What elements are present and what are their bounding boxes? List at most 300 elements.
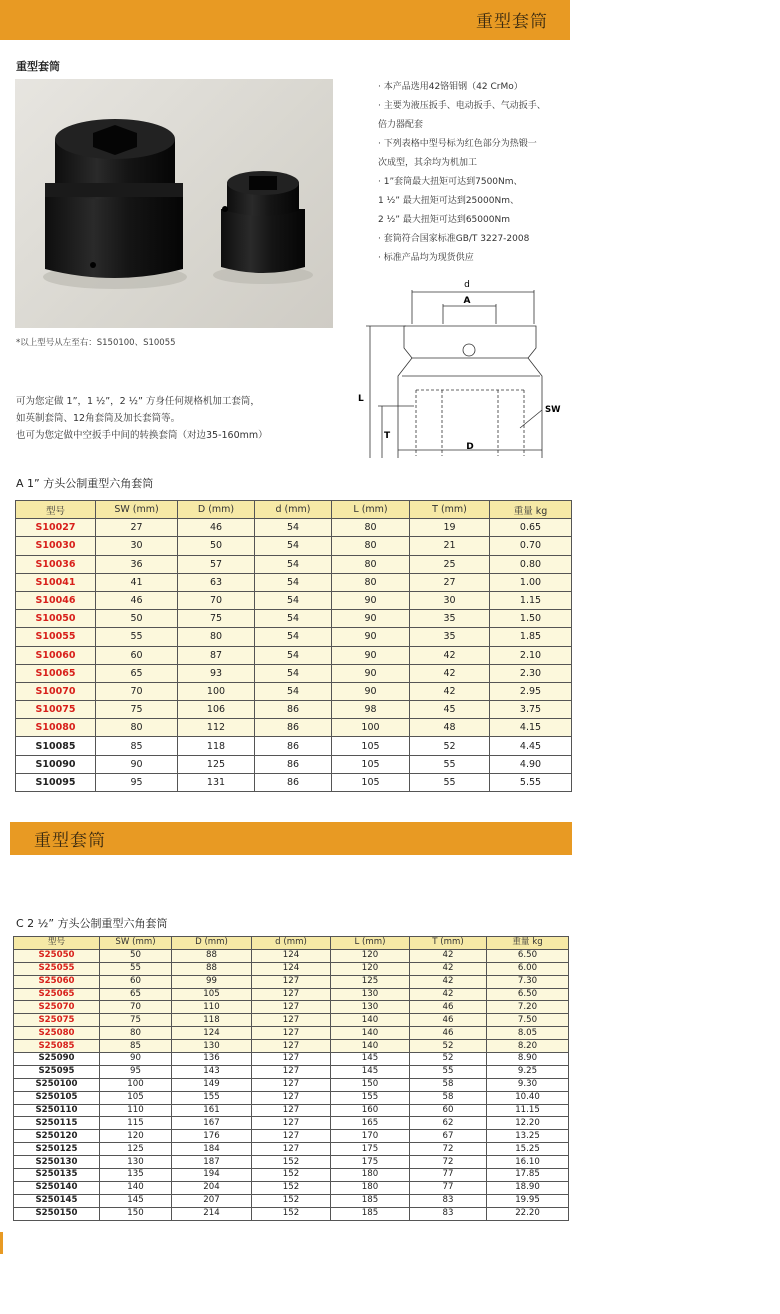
table-cell: 77 [410,1181,487,1194]
model-cell: S10055 [16,628,96,646]
column-header: d (mm) [255,501,332,519]
table-row [16,701,572,719]
column-header: 重量 kg [490,501,572,519]
model-cell: S25095 [14,1065,100,1078]
model-cell: S250110 [14,1104,100,1117]
table-cell: 80 [178,628,255,646]
table-cell: 52 [410,1053,487,1066]
table-cell: 150 [100,1207,172,1220]
banner-title: 重型套筒 [476,12,548,32]
table-cell: 88 [172,962,252,975]
table-cell: 127 [252,1091,331,1104]
table-cell: 99 [172,975,252,988]
table-cell: 176 [172,1130,252,1143]
table-cell: 214 [172,1207,252,1220]
table-cell: 207 [172,1194,252,1207]
table-cell: 100 [332,719,410,737]
table-cell: 25 [410,555,490,573]
table-cell: 118 [172,1014,252,1027]
table-cell: 55 [410,773,490,791]
table-cell: 41 [96,573,178,591]
table-cell: 149 [172,1078,252,1091]
table-cell: 140 [331,1014,410,1027]
table-row [16,628,572,646]
model-cell: S10075 [16,701,96,719]
section-title: 重型套筒 [16,60,60,73]
model-cell: S25065 [14,988,100,1001]
table-cell: 42 [410,988,487,1001]
table-a [15,500,572,792]
table-cell: 0.80 [490,555,572,573]
table-cell: 127 [252,1078,331,1091]
table-cell: 70 [178,591,255,609]
table-cell: 130 [100,1156,172,1169]
table-cell: 9.25 [487,1065,569,1078]
table-cell: 18.90 [487,1181,569,1194]
feature-item: · 标准产品均为现货供应 [378,253,474,263]
table-cell: 46 [178,519,255,537]
table-cell: 175 [331,1143,410,1156]
table-cell: 45 [410,701,490,719]
table-cell: 27 [96,519,178,537]
table-cell: 150 [331,1078,410,1091]
table-cell: 85 [96,737,178,755]
table-cell: 72 [410,1156,487,1169]
table-row [16,610,572,628]
product-photo [15,79,333,328]
feature-list [378,78,588,268]
table-cell: 27 [410,573,490,591]
table-cell: 80 [96,719,178,737]
column-header: T (mm) [410,937,487,950]
table-cell: 83 [410,1207,487,1220]
column-header: L (mm) [332,501,410,519]
table-cell: 62 [410,1117,487,1130]
table-cell: 88 [172,949,252,962]
table-cell: 180 [331,1181,410,1194]
table-cell: 87 [178,646,255,664]
table-cell: 19.95 [487,1194,569,1207]
table-cell: 127 [252,1143,331,1156]
table-cell: 131 [178,773,255,791]
table-cell: 105 [332,755,410,773]
table-cell: 90 [332,628,410,646]
table-cell: 127 [252,1104,331,1117]
table-cell: 105 [332,773,410,791]
table-cell: 127 [252,1040,331,1053]
table-cell: 4.45 [490,737,572,755]
column-header: SW (mm) [96,501,178,519]
table-cell: 95 [100,1065,172,1078]
table-row [14,988,569,1001]
table-row [14,1065,569,1078]
table-cell: 85 [100,1040,172,1053]
model-cell: S250100 [14,1078,100,1091]
table-cell: 67 [410,1130,487,1143]
table-cell: 58 [410,1091,487,1104]
table-cell: 127 [252,1027,331,1040]
table-cell: 127 [252,975,331,988]
dim-label-L: L [358,394,364,404]
table-row [16,719,572,737]
top-banner [0,0,570,40]
column-header: 重量 kg [487,937,569,950]
table-cell: 48 [410,719,490,737]
table-row [14,1156,569,1169]
table-cell: 145 [331,1053,410,1066]
table-cell: 54 [255,610,332,628]
table-row [16,664,572,682]
table-cell: 54 [255,628,332,646]
table-cell: 140 [331,1040,410,1053]
table-cell: 0.70 [490,537,572,555]
table-cell: 127 [252,988,331,1001]
model-cell: S250125 [14,1143,100,1156]
model-cell: S10080 [16,719,96,737]
table-cell: 58 [410,1078,487,1091]
model-cell: S25055 [14,962,100,975]
table-cell: 95 [96,773,178,791]
table-cell: 175 [331,1156,410,1169]
table-cell: 160 [331,1104,410,1117]
table-cell: 60 [100,975,172,988]
table-row [14,1181,569,1194]
table-cell: 127 [252,1117,331,1130]
table-cell: 63 [178,573,255,591]
table-cell: 42 [410,646,490,664]
model-cell: S10036 [16,555,96,573]
dim-label-d: d [464,280,470,290]
table-row [14,1169,569,1182]
table-cell: 75 [178,610,255,628]
table-cell: 30 [96,537,178,555]
table-cell: 90 [100,1053,172,1066]
table-cell: 127 [252,1130,331,1143]
table-cell: 54 [255,664,332,682]
photo-caption: *以上型号从左至右：S150100、S10055 [16,338,176,348]
table-cell: 185 [331,1194,410,1207]
column-header: D (mm) [172,937,252,950]
table-row [16,537,572,555]
table-cell: 50 [96,610,178,628]
table-cell: 130 [331,1001,410,1014]
table-cell: 54 [255,682,332,700]
table-cell: 42 [410,682,490,700]
table-row [14,1040,569,1053]
table-cell: 42 [410,962,487,975]
socket-dimension-diagram [350,278,570,458]
table-cell: 54 [255,519,332,537]
table-row [16,646,572,664]
table-cell: 57 [178,555,255,573]
model-cell: S250145 [14,1194,100,1207]
table-row [14,1117,569,1130]
table-cell: 145 [100,1194,172,1207]
table-row [16,773,572,791]
table-cell: 2.95 [490,682,572,700]
column-header: SW (mm) [100,937,172,950]
table-cell: 100 [100,1078,172,1091]
table-cell: 105 [172,988,252,1001]
model-cell: S250130 [14,1156,100,1169]
feature-item: · 本产品选用42铬钼钢（42 CrMo） [378,82,523,92]
column-header: d (mm) [252,937,331,950]
table-cell: 135 [100,1169,172,1182]
table-cell: 5.55 [490,773,572,791]
model-cell: S10027 [16,519,96,537]
table-cell: 6.50 [487,988,569,1001]
table-cell: 90 [332,646,410,664]
model-cell: S10090 [16,755,96,773]
table-cell: 136 [172,1053,252,1066]
table-cell: 86 [255,755,332,773]
table-cell: 115 [100,1117,172,1130]
table-cell: 155 [331,1091,410,1104]
table-cell: 86 [255,737,332,755]
dim-label-D: D [466,442,474,452]
feature-item: 倍力器配套 [378,120,424,130]
table-row [14,1194,569,1207]
table-cell: 7.20 [487,1001,569,1014]
table-cell: 184 [172,1143,252,1156]
table-cell: 55 [410,1065,487,1078]
table-cell: 54 [255,537,332,555]
model-cell: S10065 [16,664,96,682]
table-cell: 118 [178,737,255,755]
table-cell: 16.10 [487,1156,569,1169]
model-cell: S10041 [16,573,96,591]
table-cell: 90 [332,682,410,700]
feature-item: · 1”套筒最大扭矩可达到7500Nm、 [378,177,523,187]
table-row [14,1091,569,1104]
table-cell: 145 [331,1065,410,1078]
table-cell: 80 [332,519,410,537]
table-cell: 155 [172,1091,252,1104]
table-cell: 8.90 [487,1053,569,1066]
table-cell: 152 [252,1194,331,1207]
custom-line: 如英制套筒、12角套筒及加长套筒等。 [16,413,181,424]
model-cell: S250150 [14,1207,100,1220]
table-a-title: A 1” 方头公制重型六角套筒 [16,477,154,490]
table-cell: 60 [96,646,178,664]
table-cell: 3.75 [490,701,572,719]
table-cell: 124 [252,949,331,962]
table-cell: 10.40 [487,1091,569,1104]
model-cell: S10050 [16,610,96,628]
model-cell: S10095 [16,773,96,791]
table-row [14,1027,569,1040]
table-cell: 170 [331,1130,410,1143]
table-cell: 36 [96,555,178,573]
table-cell: 46 [410,1027,487,1040]
table-cell: 93 [178,664,255,682]
table-cell: 6.50 [487,949,569,962]
table-cell: 1.50 [490,610,572,628]
column-header: 型号 [14,937,100,950]
feature-item: · 下列表格中型号标为红色部分为热锻一 [378,139,537,149]
column-header: 型号 [16,501,96,519]
model-cell: S25075 [14,1014,100,1027]
model-cell: S25060 [14,975,100,988]
table-cell: 75 [96,701,178,719]
table-row [16,555,572,573]
table-c-title: C 2 ½” 方头公制重型六角套筒 [16,917,168,930]
table-cell: 46 [410,1001,487,1014]
table-cell: 124 [252,962,331,975]
model-cell: S25050 [14,949,100,962]
table-cell: 52 [410,737,490,755]
table-cell: 80 [332,555,410,573]
table-cell: 77 [410,1169,487,1182]
table-cell: 54 [255,646,332,664]
model-cell: S250105 [14,1091,100,1104]
table-row [16,682,572,700]
table-cell: 54 [255,555,332,573]
table-cell: 127 [252,1053,331,1066]
table-cell: 50 [178,537,255,555]
table-row [14,949,569,962]
custom-line: 也可为您定做中空扳手中间的转换套筒（对边35-160mm） [16,430,268,441]
table-cell: 75 [100,1014,172,1027]
model-cell: S250140 [14,1181,100,1194]
table-cell: 161 [172,1104,252,1117]
table-cell: 55 [96,628,178,646]
table-cell: 46 [410,1014,487,1027]
table-cell: 86 [255,773,332,791]
table-cell: 60 [410,1104,487,1117]
model-cell: S10030 [16,537,96,555]
table-cell: 42 [410,975,487,988]
table-row [16,737,572,755]
custom-order-note [16,393,268,444]
table-cell: 15.25 [487,1143,569,1156]
table-cell: 42 [410,949,487,962]
table-cell: 55 [100,962,172,975]
table-cell: 125 [331,975,410,988]
table-cell: 152 [252,1156,331,1169]
diagram-svg [350,278,570,458]
table-cell: 0.65 [490,519,572,537]
table-cell: 65 [96,664,178,682]
table-cell: 17.85 [487,1169,569,1182]
socket-photo-illustration [15,79,333,328]
table-cell: 127 [252,1001,331,1014]
table-cell: 2.30 [490,664,572,682]
table-cell: 21 [410,537,490,555]
table-cell: 6.00 [487,962,569,975]
table-cell: 19 [410,519,490,537]
feature-item: 1 ½” 最大扭矩可达到25000Nm、 [378,196,519,206]
table-cell: 106 [178,701,255,719]
table-cell: 180 [331,1169,410,1182]
table-row [16,755,572,773]
table-cell: 13.25 [487,1130,569,1143]
table-a-header-row [16,501,572,519]
table-cell: 12.20 [487,1117,569,1130]
table-cell: 130 [172,1040,252,1053]
table-cell: 125 [100,1143,172,1156]
table-cell: 70 [96,682,178,700]
table-cell: 9.30 [487,1078,569,1091]
table-cell: 98 [332,701,410,719]
table-cell: 167 [172,1117,252,1130]
table-row [14,1078,569,1091]
table-cell: 100 [178,682,255,700]
table-cell: 80 [100,1027,172,1040]
table-cell: 80 [332,573,410,591]
model-cell: S25080 [14,1027,100,1040]
table-cell: 125 [178,755,255,773]
table-cell: 90 [332,664,410,682]
table-cell: 152 [252,1181,331,1194]
table-cell: 90 [96,755,178,773]
table-cell: 112 [178,719,255,737]
table-row [16,591,572,609]
feature-item: · 主要为液压扳手、电动扳手、气动扳手、 [378,101,546,111]
custom-line: 可为您定做 1”，1 ½”，2 ½” 方身任何规格机加工套筒， [16,396,260,407]
table-cell: 4.15 [490,719,572,737]
model-cell: S25070 [14,1001,100,1014]
model-cell: S10085 [16,737,96,755]
table-cell: 86 [255,719,332,737]
table-cell: 65 [100,988,172,1001]
table-row [14,1053,569,1066]
table-row [14,962,569,975]
table-row [14,1014,569,1027]
model-cell: S10060 [16,646,96,664]
column-header: D (mm) [178,501,255,519]
model-cell: S10070 [16,682,96,700]
page-edge-marker [0,1232,3,1254]
table-cell: 50 [100,949,172,962]
table-cell: 127 [252,1065,331,1078]
model-cell: S250135 [14,1169,100,1182]
model-cell: S25085 [14,1040,100,1053]
feature-item: 次成型，其余均为机加工 [378,158,478,168]
table-cell: 70 [100,1001,172,1014]
table-cell: 140 [100,1181,172,1194]
table-row [14,1207,569,1220]
table-row [16,573,572,591]
table-cell: 140 [331,1027,410,1040]
table-cell: 11.15 [487,1104,569,1117]
table-row [14,1104,569,1117]
dim-label-A: A [463,296,471,306]
table-cell: 90 [332,591,410,609]
table-cell: 8.05 [487,1027,569,1040]
column-header: L (mm) [331,937,410,950]
table-cell: 83 [410,1194,487,1207]
table-cell: 187 [172,1156,252,1169]
column-header: T (mm) [410,501,490,519]
table-cell: 7.50 [487,1014,569,1027]
table-c-header-row [14,937,569,950]
table-cell: 80 [332,537,410,555]
table-cell: 204 [172,1181,252,1194]
table-cell: 127 [252,1014,331,1027]
table-cell: 2.10 [490,646,572,664]
feature-item: · 套筒符合国家标准GB/T 3227-2008 [378,234,530,244]
table-cell: 152 [252,1169,331,1182]
dim-label-T: T [384,431,391,441]
table-cell: 55 [410,755,490,773]
feature-item: 2 ½” 最大扭矩可达到65000Nm [378,215,510,225]
table-cell: 165 [331,1117,410,1130]
model-cell: S250120 [14,1130,100,1143]
table-cell: 143 [172,1065,252,1078]
table-cell: 105 [100,1091,172,1104]
table-row [14,1130,569,1143]
